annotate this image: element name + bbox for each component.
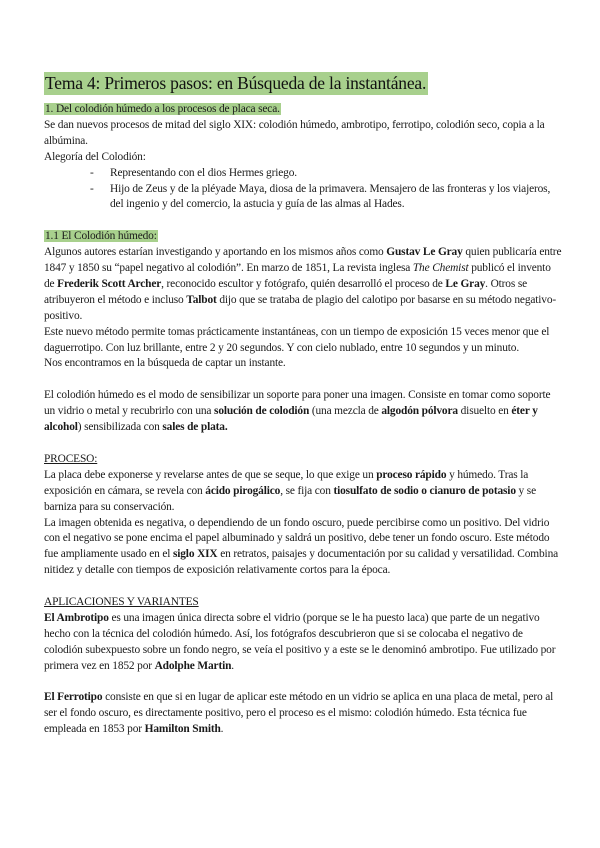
text-run: , se fija con: [280, 484, 334, 497]
bold-run: Le Gray: [445, 277, 486, 290]
colodion-paragraph-3: Nos encontramos en la búsqueda de captar un instante.: [44, 357, 286, 370]
bold-run: Frederik Scott Archer: [57, 277, 162, 290]
proceso-paragraph-2: [44, 516, 562, 580]
ambrotipo-paragraph: [44, 611, 562, 675]
bold-run: algodón pólvora: [381, 405, 458, 418]
list-item: - Representando con el dios Hermes griego.: [90, 166, 562, 182]
bold-run: Gustav Le Gray: [386, 246, 463, 259]
colodion-paragraph-1: [44, 245, 562, 325]
colodion-paragraph-2: Este nuevo método permite tomas prácticamente instantáneas, con un tiempo de exposición 15 veces menor que el daguerrotipo. Con luz brillante, entre 2 y 20 segundos. Y con cielo nublado, entre 10 segundos y un minuto.: [44, 325, 550, 354]
text-run: El colodión húmedo es el modo de sensibilizar un soporte para poner una imagen. Consiste en tomar como soporte un vidrio o metal y recubrirlo con una: [44, 389, 551, 418]
ferrotipo-paragraph: [44, 690, 562, 738]
text-run: Algunos autores estarían investigando y aportando en los mismos años como: [44, 246, 387, 259]
text-run: en retratos, paisajes y documentación por su calidad y versatilidad. Combina nitidez y detalle con tiempos de exposición relativamente cortos para la época.: [44, 548, 559, 577]
text-run: La placa debe exponerse y revelarse antes de que se seque, lo que exige un: [44, 468, 377, 481]
bold-run: proceso rápido: [376, 468, 447, 481]
bold-run: El Ferrotipo: [44, 691, 103, 704]
bold-run: Adolphe Martin: [154, 659, 232, 672]
section-1-heading: 1. Del colodión húmedo a los procesos de placa seca.: [45, 103, 280, 115]
text-run: .: [231, 659, 234, 672]
bold-run: siglo XIX: [172, 548, 218, 561]
text-run: disuelto en: [457, 405, 512, 418]
text-run: La imagen obtenida es negativa, o dependiendo de un fondo oscuro, puede percibirse como un positivo. Del vidrio con el negativo se pone encima el papel albuminado y saldrá un positivo, debe tener un fondo oscuro. Este método fue ampliamente usado en el: [44, 516, 550, 561]
aplicaciones-heading: APLICACIONES Y VARIANTES: [44, 596, 199, 609]
text-run: (una mezcla de: [309, 405, 382, 418]
text-run: , reconocido escultor y fotógrafo, quién desarrolló el proceso de: [161, 277, 446, 290]
bold-run: ácido pirogálico: [205, 484, 281, 497]
text-run: es una imagen única directa sobre el vidrio (porque se le ha puesto laca) que parte de un negativo hecho con la técnica del colodión húmedo. Así, los fotógrafos descubrieron que si se colocaba el negativo de colodión subexpuesto sobre un fondo negro, se veía el positivo y a este se le denominó ambrotipo. Fue utilizado por primera vez en 1852 por: [44, 611, 556, 672]
text-run: .: [220, 723, 224, 736]
proceso-heading: PROCESO:: [44, 452, 98, 465]
text-run: consiste en que si en lugar de aplicar este método en un vidrio se aplica en una placa de metal, pero al ser el fondo oscuro, es directamente positivo, pero el proceso es el mismo: colodión húmedo. Esta técnica fue empleada en 1853 por: [44, 691, 554, 736]
alegoria-list: [44, 166, 562, 214]
proceso-paragraph-1: [44, 468, 562, 516]
text-run: . Otros se atribuyeron el método e incluso: [44, 277, 528, 306]
bold-run: éter y alcohol: [44, 405, 538, 434]
section-1-intro: Se dan nuevos procesos de mitad del siglo XIX: colodión húmedo, ambrotipo, ferrotipo, colodión seco, copia a la albúmina.: [44, 118, 545, 147]
section-1-1-heading: 1.1 El Colodión húmedo:: [45, 230, 157, 243]
alegoria-label: Alegoría del Colodión:: [44, 150, 146, 163]
text-run: y se barniza para su conservación.: [44, 484, 536, 513]
text-run: y húmedo. Tras la exposición en cámara, se revela con: [44, 468, 529, 497]
text-run: dijo que se trataba de plagio del calotipo por basarse en su método negativo-positivo.: [44, 293, 557, 322]
document-page: [44, 72, 562, 738]
page-title: Tema 4: Primeros pasos: en Búsqueda de la instantánea.: [45, 73, 427, 93]
bold-run: tiosulfato de sodio o cianuro de potasio: [333, 484, 516, 497]
bold-run: solución de colodión: [214, 405, 310, 418]
list-item: - Hijo de Zeus y de la pléyade Maya, diosa de la primavera. Mensajero de las fronteras y los viajeros, del ingenio y del comercio, la astucia y guía de las almas al Hades.: [90, 182, 562, 214]
bold-run: Hamilton Smith: [144, 723, 221, 736]
bold-run: Talbot: [186, 293, 217, 306]
bold-run: sales de plata.: [162, 421, 228, 434]
text-run: publicó el invento de: [44, 262, 551, 290]
italic-run: The Chemist: [412, 262, 469, 275]
text-run: quien publicaría entre 1847 y 1850 su “papel negativo al colodión”. En marzo de 1851, La revista inglesa: [44, 246, 562, 275]
colodion-paragraph-4: [44, 388, 562, 436]
bold-run: El Ambrotipo: [44, 611, 109, 624]
text-run: ) sensibilizada con: [77, 421, 163, 434]
